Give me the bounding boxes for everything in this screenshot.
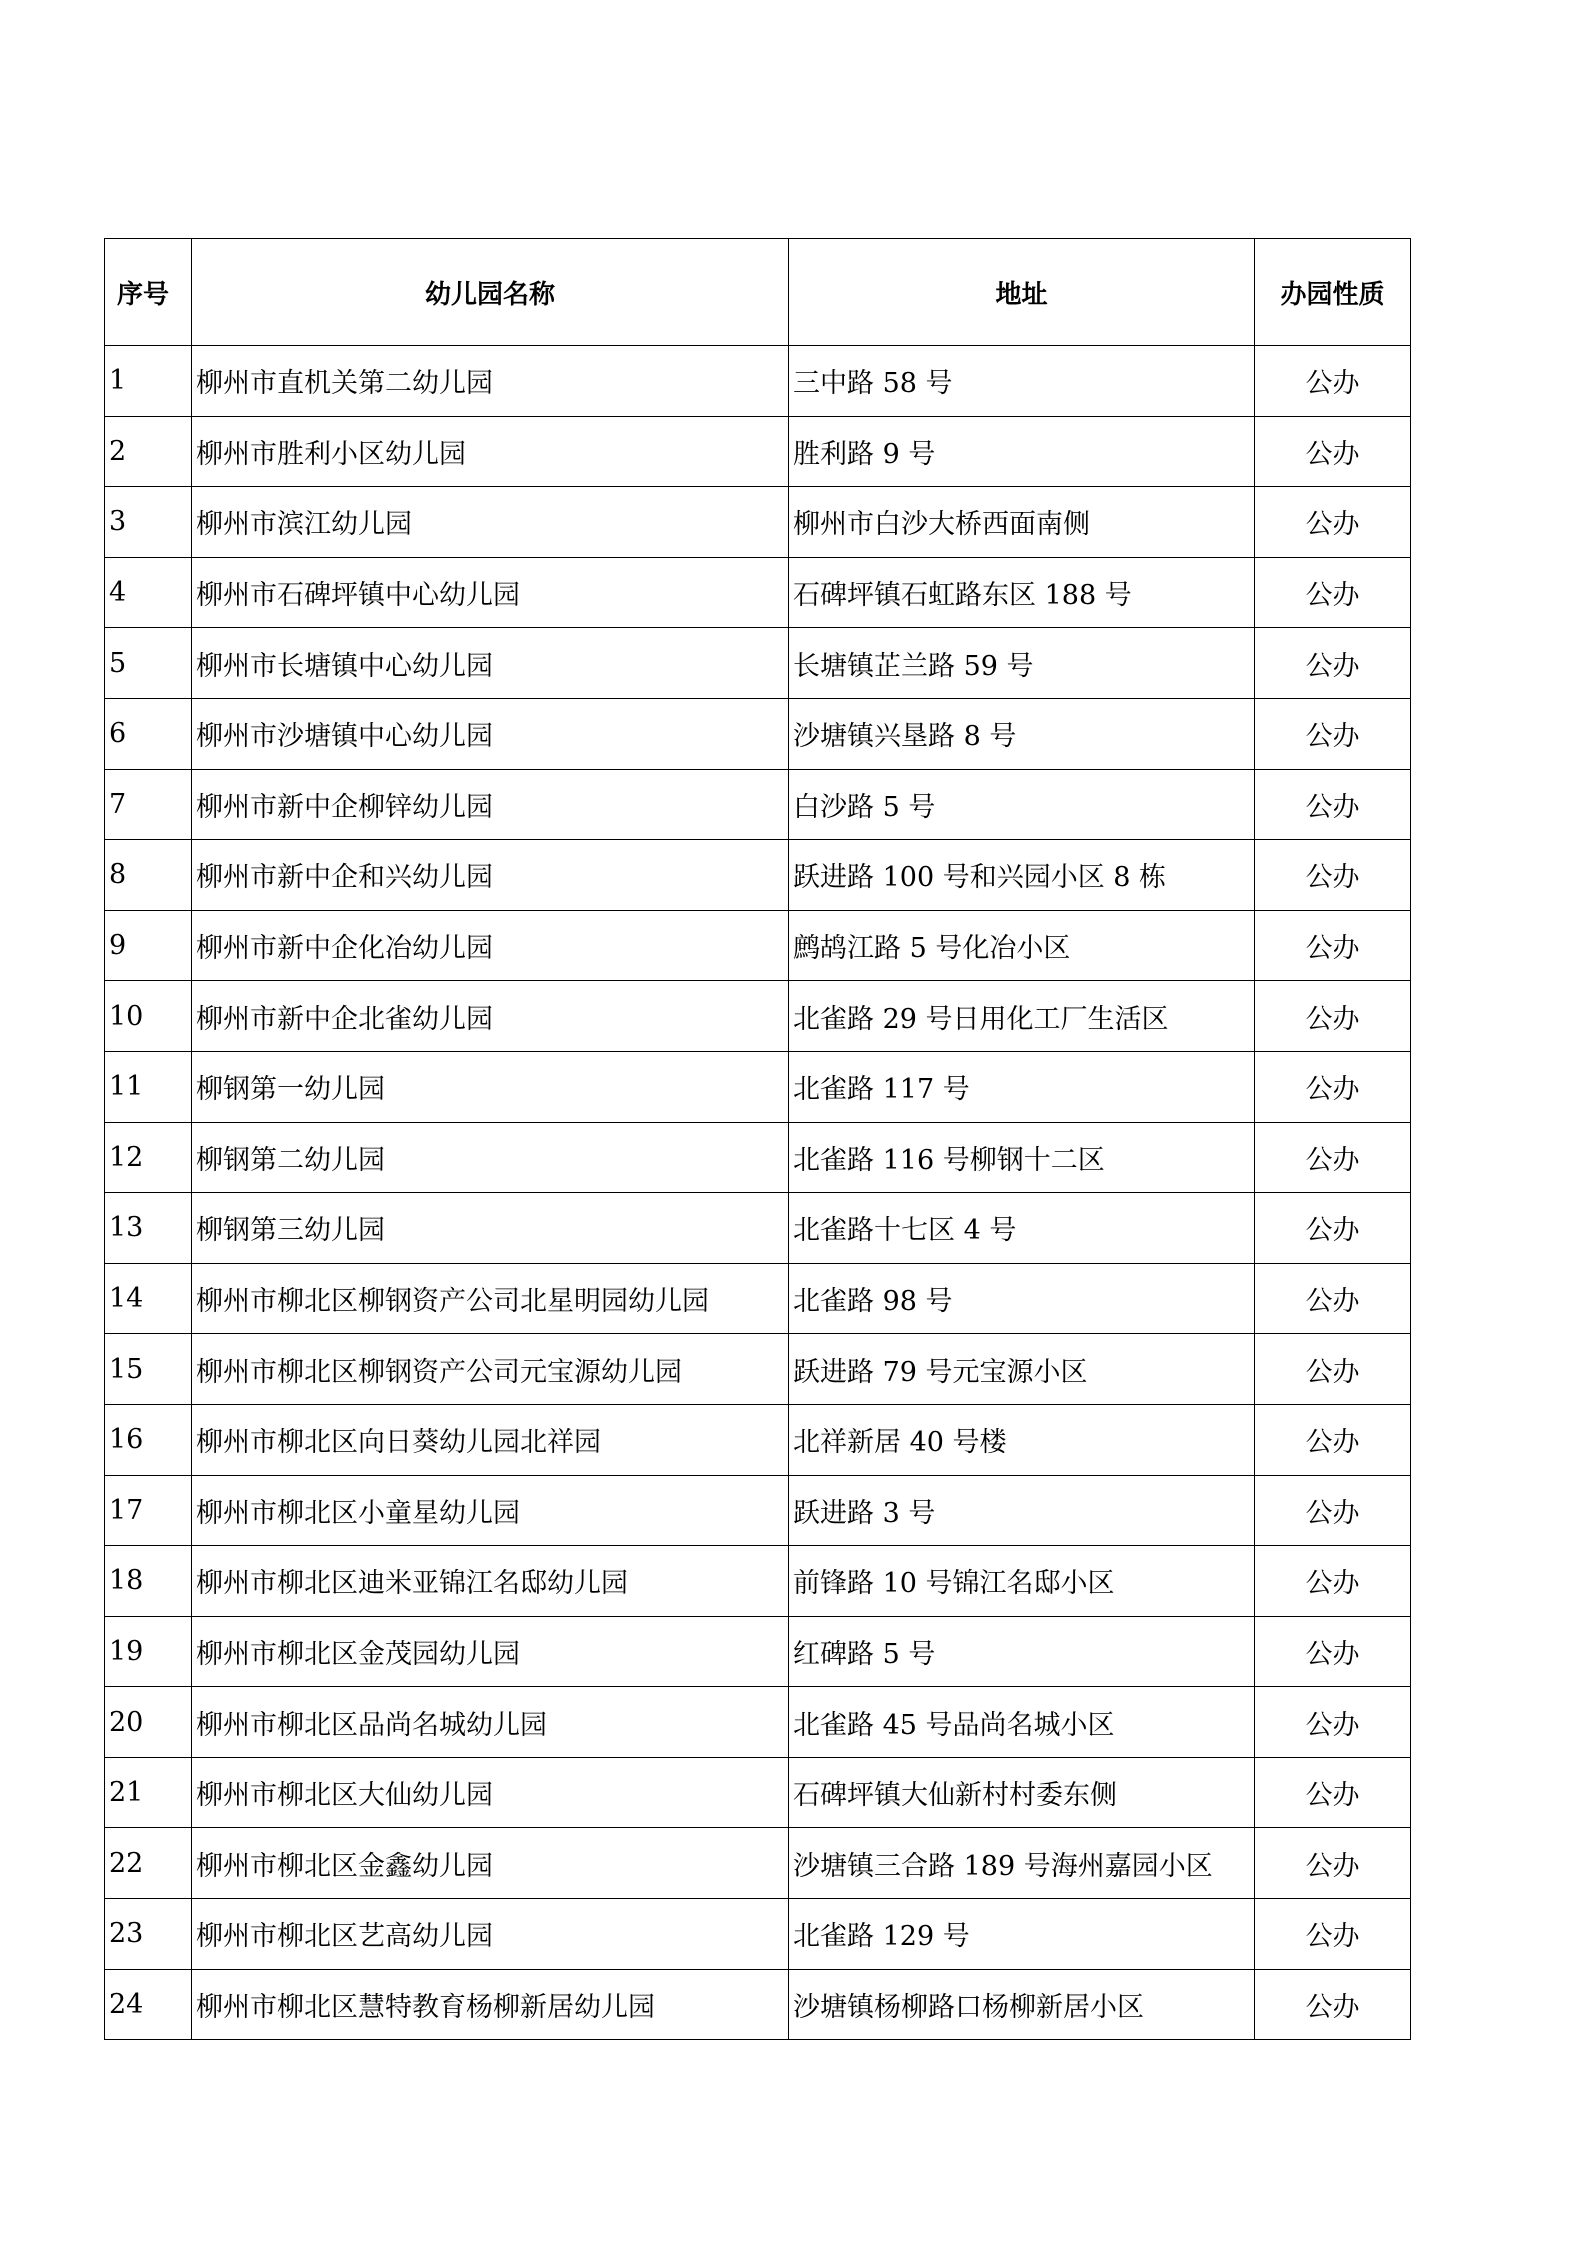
row-school-type: 公办 xyxy=(1255,346,1411,417)
row-kindergarten-name: 柳州市直机关第二幼儿园 xyxy=(192,346,789,417)
row-serial-number: 8 xyxy=(105,840,192,911)
row-address: 三中路 58 号 xyxy=(789,346,1255,417)
row-kindergarten-name: 柳州市柳北区金茂园幼儿园 xyxy=(192,1616,789,1687)
header-serial-number: 序号 xyxy=(105,239,192,346)
row-kindergarten-name: 柳州市柳北区大仙幼儿园 xyxy=(192,1757,789,1828)
row-school-type: 公办 xyxy=(1255,1757,1411,1828)
row-school-type: 公办 xyxy=(1255,1687,1411,1758)
header-kindergarten-name: 幼儿园名称 xyxy=(192,239,789,346)
row-serial-number: 10 xyxy=(105,981,192,1052)
table-row xyxy=(105,1828,1411,1899)
row-school-type: 公办 xyxy=(1255,1263,1411,1334)
row-kindergarten-name: 柳州市石碑坪镇中心幼儿园 xyxy=(192,557,789,628)
row-school-type: 公办 xyxy=(1255,628,1411,699)
row-serial-number: 20 xyxy=(105,1687,192,1758)
row-address: 跃进路 79 号元宝源小区 xyxy=(789,1334,1255,1405)
row-kindergarten-name: 柳州市胜利小区幼儿园 xyxy=(192,416,789,487)
row-kindergarten-name: 柳州市长塘镇中心幼儿园 xyxy=(192,628,789,699)
row-serial-number: 1 xyxy=(105,346,192,417)
row-kindergarten-name: 柳州市滨江幼儿园 xyxy=(192,487,789,558)
row-serial-number: 23 xyxy=(105,1899,192,1970)
row-serial-number: 19 xyxy=(105,1616,192,1687)
row-serial-number: 3 xyxy=(105,487,192,558)
row-serial-number: 18 xyxy=(105,1546,192,1617)
row-school-type: 公办 xyxy=(1255,487,1411,558)
row-kindergarten-name: 柳州市柳北区柳钢资产公司元宝源幼儿园 xyxy=(192,1334,789,1405)
header-school-type: 办园性质 xyxy=(1255,239,1411,346)
row-serial-number: 12 xyxy=(105,1122,192,1193)
row-address: 白沙路 5 号 xyxy=(789,769,1255,840)
table-row xyxy=(105,1475,1411,1546)
row-kindergarten-name: 柳州市新中企北雀幼儿园 xyxy=(192,981,789,1052)
row-kindergarten-name: 柳州市柳北区向日葵幼儿园北祥园 xyxy=(192,1404,789,1475)
row-kindergarten-name: 柳州市柳北区金鑫幼儿园 xyxy=(192,1828,789,1899)
row-address: 红碑路 5 号 xyxy=(789,1616,1255,1687)
row-address: 柳州市白沙大桥西面南侧 xyxy=(789,487,1255,558)
table-row xyxy=(105,769,1411,840)
header-address: 地址 xyxy=(789,239,1255,346)
row-address: 长塘镇芷兰路 59 号 xyxy=(789,628,1255,699)
row-serial-number: 14 xyxy=(105,1263,192,1334)
row-serial-number: 21 xyxy=(105,1757,192,1828)
row-serial-number: 6 xyxy=(105,698,192,769)
table-row xyxy=(105,1051,1411,1122)
table-row xyxy=(105,1546,1411,1617)
table-body xyxy=(105,346,1411,2040)
row-address: 沙塘镇三合路 189 号海州嘉园小区 xyxy=(789,1828,1255,1899)
table-row xyxy=(105,557,1411,628)
row-kindergarten-name: 柳钢第一幼儿园 xyxy=(192,1051,789,1122)
row-school-type: 公办 xyxy=(1255,981,1411,1052)
row-serial-number: 5 xyxy=(105,628,192,699)
row-school-type: 公办 xyxy=(1255,769,1411,840)
row-serial-number: 11 xyxy=(105,1051,192,1122)
row-serial-number: 24 xyxy=(105,1969,192,2040)
row-serial-number: 15 xyxy=(105,1334,192,1405)
row-school-type: 公办 xyxy=(1255,1969,1411,2040)
table-row xyxy=(105,1122,1411,1193)
table-row xyxy=(105,981,1411,1052)
row-serial-number: 9 xyxy=(105,910,192,981)
row-serial-number: 2 xyxy=(105,416,192,487)
row-school-type: 公办 xyxy=(1255,910,1411,981)
header-row xyxy=(105,239,1411,346)
row-address: 北雀路 117 号 xyxy=(789,1051,1255,1122)
row-school-type: 公办 xyxy=(1255,1475,1411,1546)
table-header xyxy=(105,239,1411,346)
row-school-type: 公办 xyxy=(1255,1122,1411,1193)
row-address: 胜利路 9 号 xyxy=(789,416,1255,487)
row-kindergarten-name: 柳钢第二幼儿园 xyxy=(192,1122,789,1193)
row-school-type: 公办 xyxy=(1255,698,1411,769)
row-address: 跃进路 3 号 xyxy=(789,1475,1255,1546)
row-school-type: 公办 xyxy=(1255,416,1411,487)
table-row xyxy=(105,840,1411,911)
row-serial-number: 22 xyxy=(105,1828,192,1899)
row-school-type: 公办 xyxy=(1255,557,1411,628)
row-kindergarten-name: 柳州市柳北区艺高幼儿园 xyxy=(192,1899,789,1970)
row-school-type: 公办 xyxy=(1255,840,1411,911)
row-address: 北雀路 45 号品尚名城小区 xyxy=(789,1687,1255,1758)
row-kindergarten-name: 柳州市柳北区迪米亚锦江名邸幼儿园 xyxy=(192,1546,789,1617)
row-school-type: 公办 xyxy=(1255,1051,1411,1122)
row-school-type: 公办 xyxy=(1255,1546,1411,1617)
row-school-type: 公办 xyxy=(1255,1616,1411,1687)
row-kindergarten-name: 柳州市柳北区柳钢资产公司北星明园幼儿园 xyxy=(192,1263,789,1334)
row-kindergarten-name: 柳州市新中企化冶幼儿园 xyxy=(192,910,789,981)
table-row xyxy=(105,416,1411,487)
row-address: 北雀路 29 号日用化工厂生活区 xyxy=(789,981,1255,1052)
table-row xyxy=(105,1193,1411,1264)
row-serial-number: 16 xyxy=(105,1404,192,1475)
row-address: 沙塘镇兴垦路 8 号 xyxy=(789,698,1255,769)
table-row xyxy=(105,698,1411,769)
table-row xyxy=(105,1263,1411,1334)
row-address: 北祥新居 40 号楼 xyxy=(789,1404,1255,1475)
row-serial-number: 4 xyxy=(105,557,192,628)
row-address: 石碑坪镇石虹路东区 188 号 xyxy=(789,557,1255,628)
table-row xyxy=(105,1687,1411,1758)
row-address: 石碑坪镇大仙新村村委东侧 xyxy=(789,1757,1255,1828)
row-address: 北雀路十七区 4 号 xyxy=(789,1193,1255,1264)
table-row xyxy=(105,628,1411,699)
row-address: 北雀路 98 号 xyxy=(789,1263,1255,1334)
table-row xyxy=(105,1757,1411,1828)
row-address: 跃进路 100 号和兴园小区 8 栋 xyxy=(789,840,1255,911)
row-address: 北雀路 116 号柳钢十二区 xyxy=(789,1122,1255,1193)
row-school-type: 公办 xyxy=(1255,1334,1411,1405)
row-school-type: 公办 xyxy=(1255,1193,1411,1264)
row-address: 沙塘镇杨柳路口杨柳新居小区 xyxy=(789,1969,1255,2040)
row-serial-number: 7 xyxy=(105,769,192,840)
kindergarten-table xyxy=(104,238,1411,2040)
row-kindergarten-name: 柳州市柳北区品尚名城幼儿园 xyxy=(192,1687,789,1758)
row-kindergarten-name: 柳州市柳北区慧特教育杨柳新居幼儿园 xyxy=(192,1969,789,2040)
row-kindergarten-name: 柳州市沙塘镇中心幼儿园 xyxy=(192,698,789,769)
row-kindergarten-name: 柳州市新中企和兴幼儿园 xyxy=(192,840,789,911)
row-kindergarten-name: 柳钢第三幼儿园 xyxy=(192,1193,789,1264)
row-address: 北雀路 129 号 xyxy=(789,1899,1255,1970)
row-school-type: 公办 xyxy=(1255,1899,1411,1970)
table-row xyxy=(105,910,1411,981)
row-school-type: 公办 xyxy=(1255,1404,1411,1475)
table-row xyxy=(105,487,1411,558)
row-address: 鹧鸪江路 5 号化冶小区 xyxy=(789,910,1255,981)
table-row xyxy=(105,1616,1411,1687)
row-serial-number: 17 xyxy=(105,1475,192,1546)
table-row xyxy=(105,1404,1411,1475)
table-row xyxy=(105,346,1411,417)
row-kindergarten-name: 柳州市新中企柳锌幼儿园 xyxy=(192,769,789,840)
table-row xyxy=(105,1899,1411,1970)
row-kindergarten-name: 柳州市柳北区小童星幼儿园 xyxy=(192,1475,789,1546)
table-row xyxy=(105,1969,1411,2040)
row-school-type: 公办 xyxy=(1255,1828,1411,1899)
row-serial-number: 13 xyxy=(105,1193,192,1264)
table-row xyxy=(105,1334,1411,1405)
row-address: 前锋路 10 号锦江名邸小区 xyxy=(789,1546,1255,1617)
